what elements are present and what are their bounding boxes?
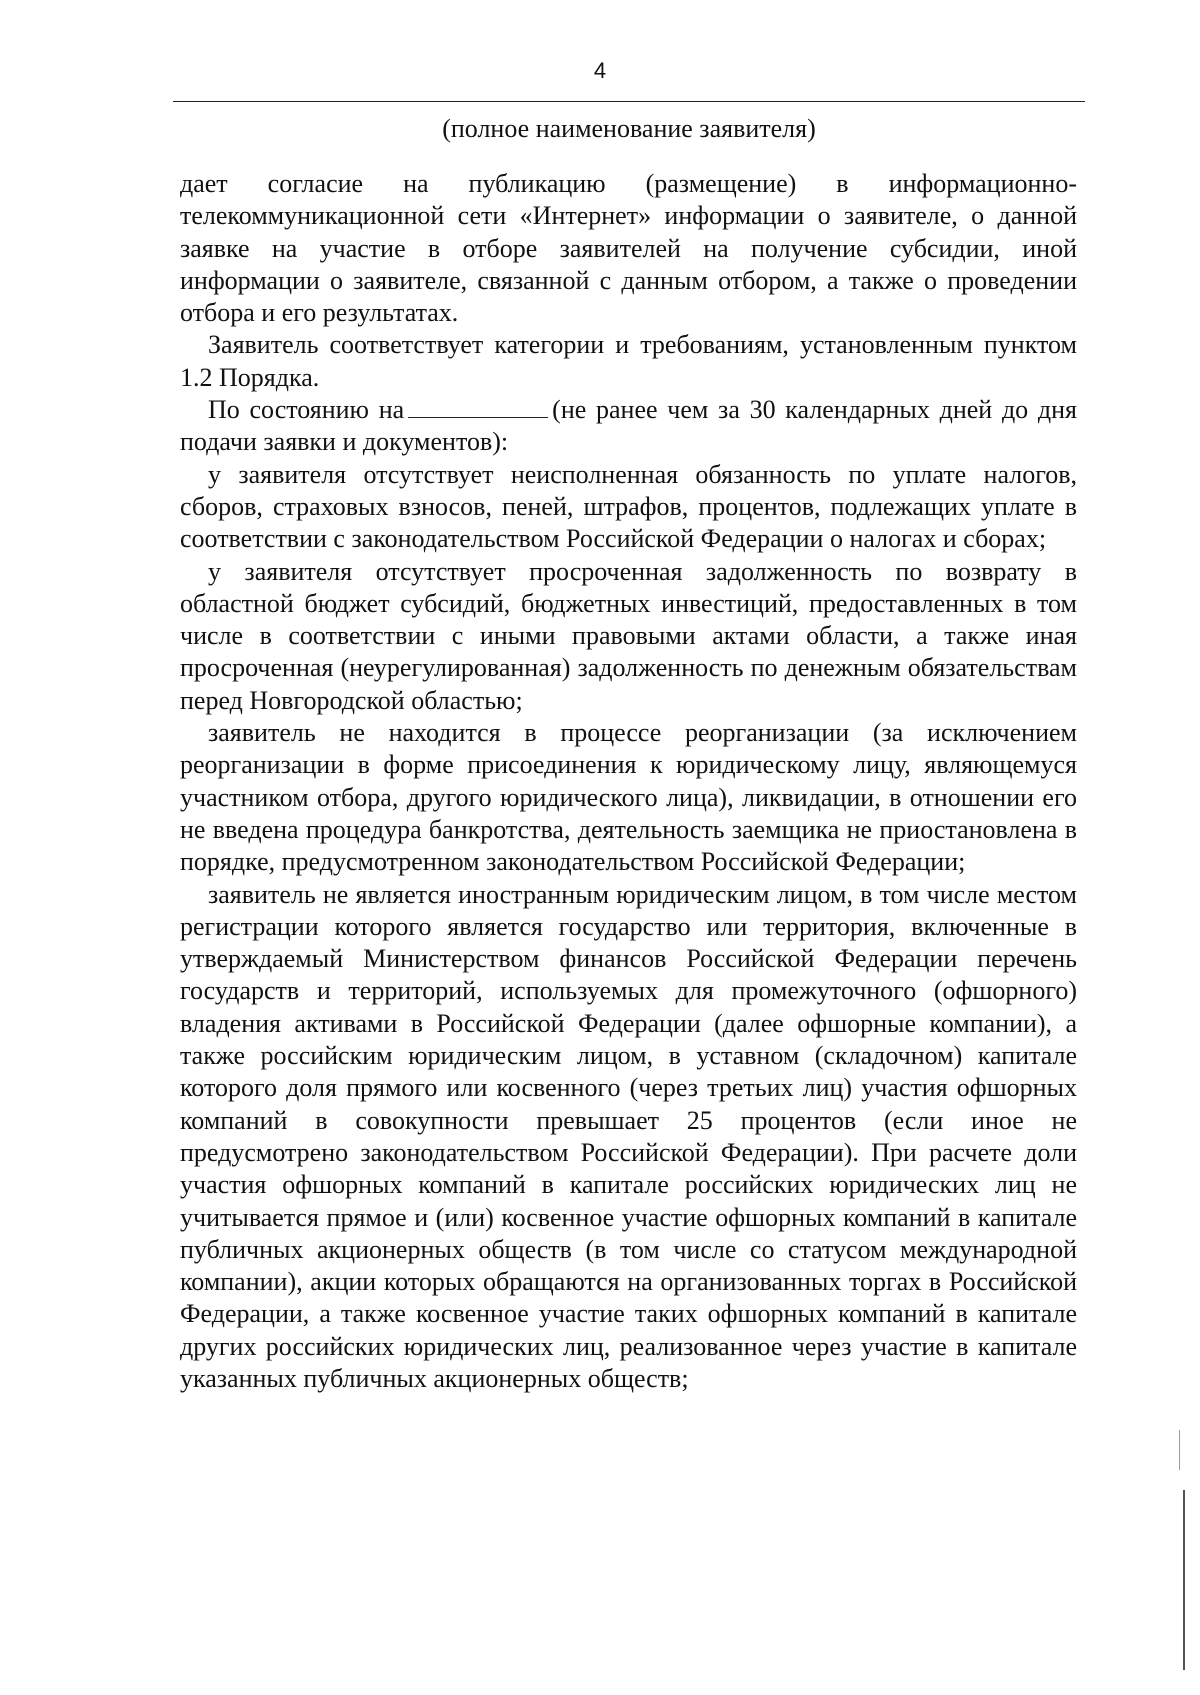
- paragraph-reorganization: заявитель не находится в процессе реорганизации (за исключением реорганизации в форме присоединения к юридическому лицу, являющемуся участником отбора, другого юридического лица), ликвидации, в отношении его не введена процедура банкротства, деятельность заемщика не приостановлена в порядке, предусмотренном законодательством Российской Федерации;: [180, 718, 1077, 877]
- paragraph-category: Заявитель соответствует категории и требованиям, установленным пунктом 1.2 Порядка.: [180, 330, 1077, 392]
- paragraph-consent: дает согласие на публикацию (размещение) в информационно-телекоммуникационной сети «Интернет» информации о заявителе, о данной заявке на участие в отборе заявителей на получение субсидии, иной информации о заявителе, связанной с данным отбором, а также о проведении отбора и его результатах.: [180, 169, 1077, 328]
- paragraph-date: [180, 394, 1077, 459]
- date-blank: [408, 395, 548, 418]
- paragraph-offshore: заявитель не является иностранным юридическим лицом, в том числе местом регистрации которого является государство или территория, включенные в утверждаемый Министерством финансов Российской Федерации перечень государств и территорий, используемых для промежуточного (офшорного) владения активами в Российской Федерации (далее офшорные компании), а также российским юридическим лицом, в уставном (складочном) капитале которого доля прямого или косвенного (через третьих лиц) участия офшорных компаний в совокупности превышает 25 процентов (если иное не предусмотрено законодательством Российской Федерации). При расчете доли участия офшорных компаний в капитале российских юридических лиц не учитывается прямое и (или) косвенное участие офшорных компаний в капитале публичных акционерных обществ (в том числе со статусом международной компании), акции которых обращаются на организованных торгах в Российской Федерации, а также косвенное участие таких офшорных компаний в капитале других российских юридических лиц, реализованное через участие в капитале указанных публичных акционерных обществ;: [180, 879, 1077, 1393]
- paragraph-debts: у заявителя отсутствует просроченная задолженность по возврату в областной бюджет субсидий, бюджетных инвестиций, предоставленных в том числе в соответствии с иными правовыми актами области, а также иная просроченная (неурегулированная) задолженность по денежным обязательствам перед Новгородской областью;: [180, 556, 1077, 715]
- paragraph-taxes: у заявителя отсутствует неисполненная обязанность по уплате налогов, сборов, страховых взносов, пеней, штрафов, процентов, подлежащих уплате в соответствии с законодательством Российской Федерации о налогах и сборах;: [180, 459, 1077, 554]
- page-number: 4: [593, 58, 607, 83]
- date-prefix: По состоянию на: [208, 395, 405, 425]
- top-rule: [173, 101, 1085, 102]
- scan-edge-mark-short: [1179, 1430, 1180, 1470]
- document-body: [180, 168, 1077, 1395]
- caption: (полное наименование заявителя): [442, 114, 816, 143]
- date-suffix: (не ранее чем за 30 календарных дней до дня подачи заявки и документов):: [180, 395, 1077, 457]
- scan-edge-mark: [1183, 1490, 1185, 1670]
